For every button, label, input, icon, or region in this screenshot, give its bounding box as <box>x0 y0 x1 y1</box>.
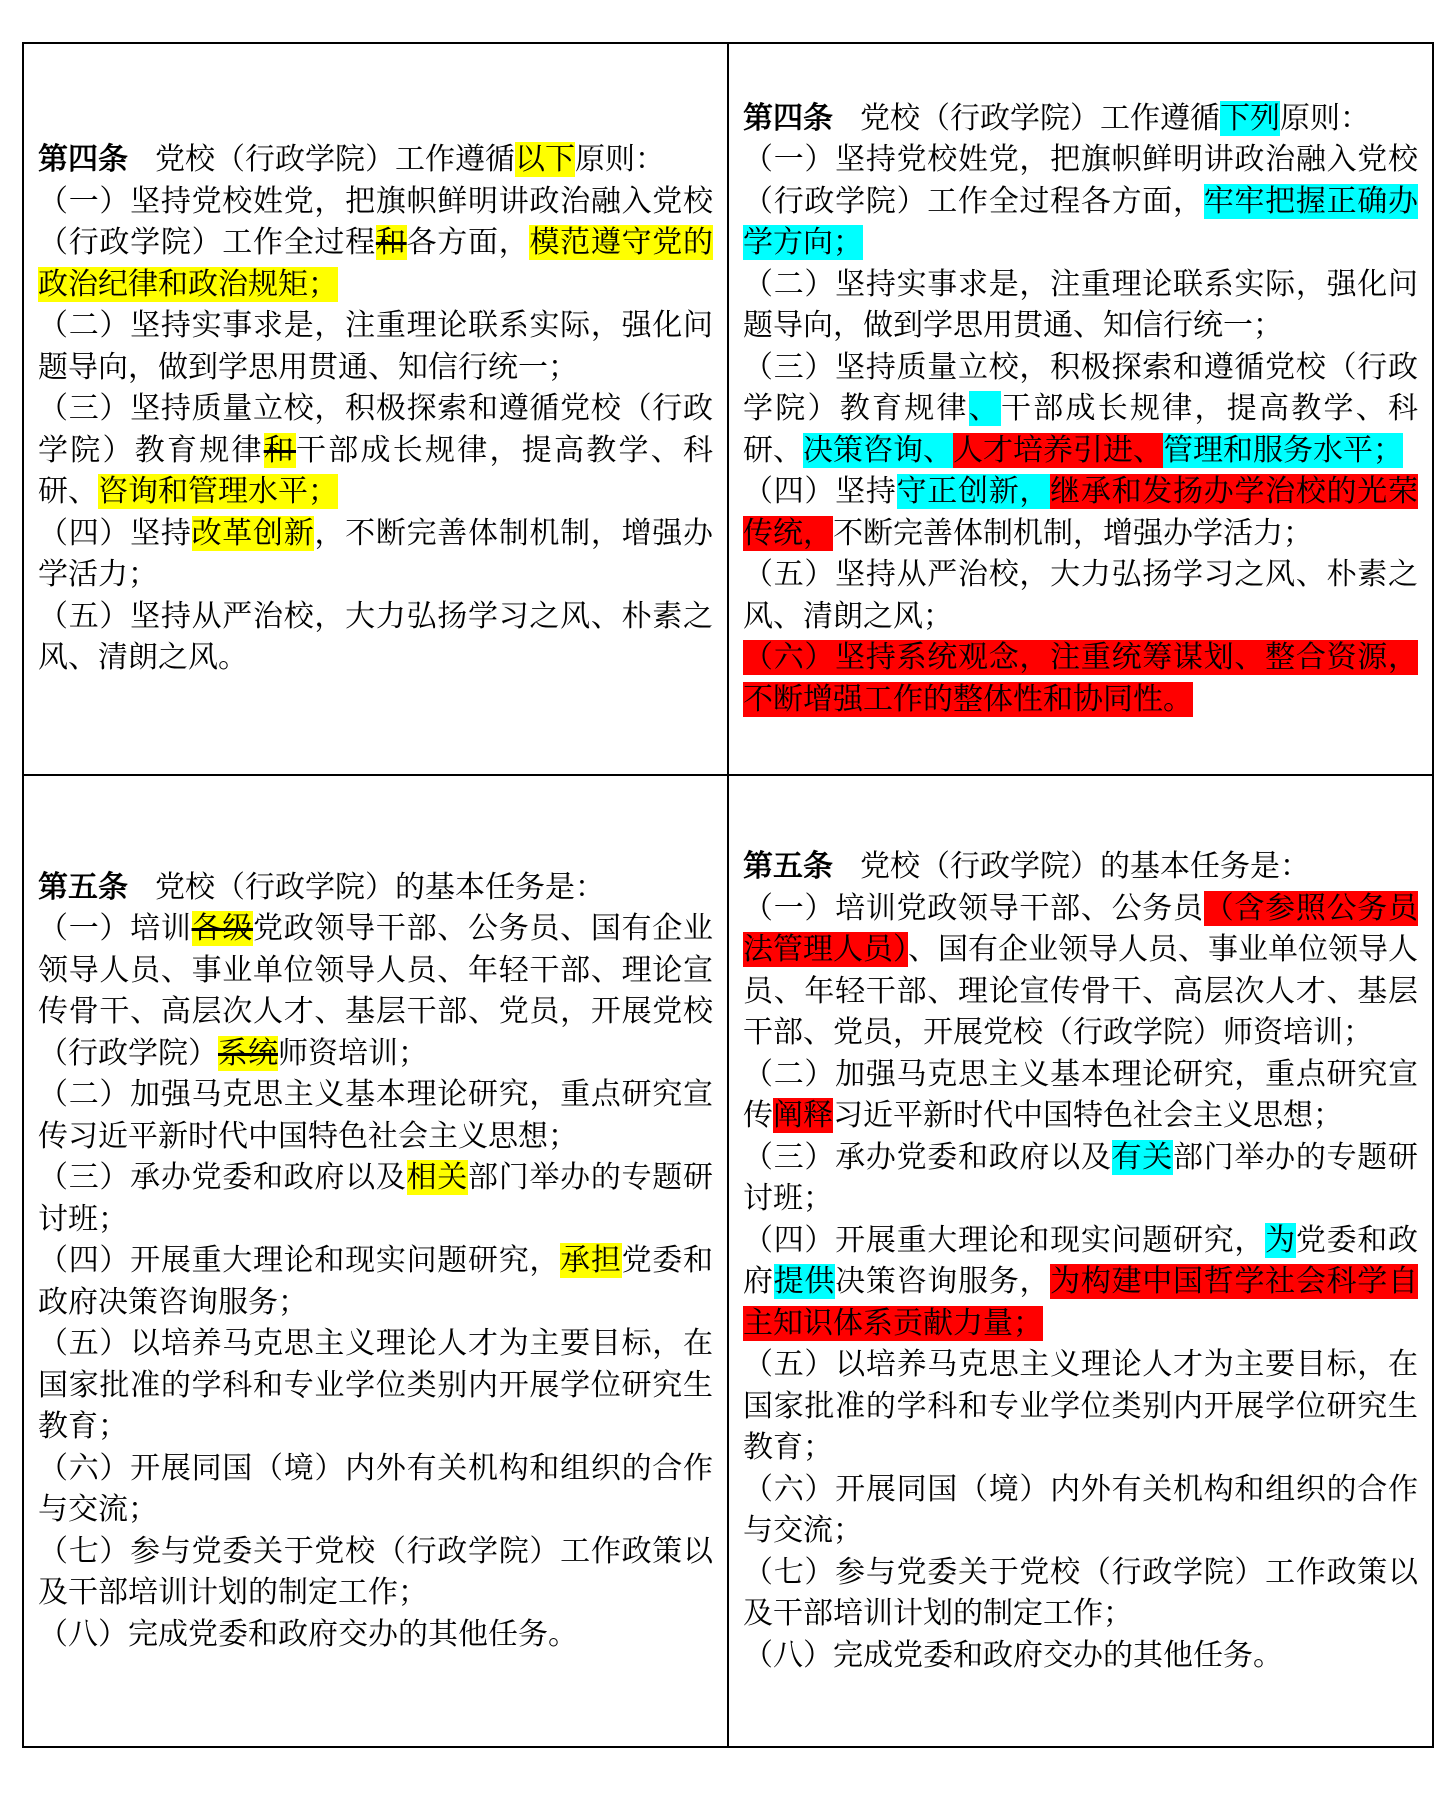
old-article-4 <box>38 139 713 679</box>
text: 党校（行政学院）的基本任务是： <box>155 869 605 905</box>
text: 习近平新时代中国特色社会主义思想； <box>833 1098 1343 1133</box>
clause-3 <box>743 347 1418 472</box>
red-highlight: 阐释 <box>773 1098 833 1133</box>
text: （一）坚持党校姓党，把旗帜鲜明讲政治融入党校（行政学院）工作全过程 <box>38 183 713 261</box>
clause-6 <box>743 637 1418 720</box>
text: 师资培训； <box>278 1035 428 1071</box>
text: 党政领导干部、公务员、国有企业领导人员、事业单位领导人员、年轻干部、理论宣传骨干、高层次人才、基层干部、党员，开展党校（行政学院） <box>38 911 714 1071</box>
text: 部门举办的专题研讨班； <box>743 1139 1419 1216</box>
article-number: 第四条 <box>743 100 833 136</box>
clause-3 <box>38 388 713 513</box>
text: （三）承办党委和政府以及 <box>38 1160 407 1196</box>
task-2: （二）加强马克思主义基本理论研究，重点研究宣传习近平新时代中国特色社会主义思想； <box>38 1077 713 1154</box>
deleted-text: 和 <box>375 225 407 261</box>
article-heading <box>743 98 1418 140</box>
task-8: （八）完成党委和政府交办的其他任务。 <box>38 1616 578 1652</box>
cyan-highlight: 、 <box>968 391 1001 427</box>
task-1 <box>743 888 1418 1054</box>
new-article-5 <box>743 846 1418 1676</box>
red-highlight: 继承和发扬办学治校的光荣传统， <box>743 474 1419 551</box>
red-highlight: 人才培养引进、 <box>953 432 1163 468</box>
task-2 <box>743 1054 1418 1137</box>
text: ，不断完善体制机制，增强办学活力； <box>38 515 714 593</box>
text: （三）坚持质量立校，积极探索和遵循党校（行政学院）教育规律 <box>743 349 1418 427</box>
old-article-5 <box>38 867 713 1656</box>
task-1 <box>38 908 713 1074</box>
old-article-4-cell <box>23 43 728 775</box>
cyan-highlight: 提供 <box>773 1264 836 1299</box>
cyan-highlight: 下列 <box>1220 100 1280 136</box>
yellow-highlight: 改革创新 <box>191 515 315 551</box>
yellow-highlight: 咨询和管理水平； <box>98 474 338 510</box>
clause-2: （二）坚持实事求是，注重理论联系实际，强化问题导向，做到学思用贯通、知信行统一； <box>38 308 713 385</box>
task-7: （七）参与党委关于党校（行政学院）工作政策以及干部培训计划的制定工作； <box>743 1554 1418 1631</box>
article-number: 第五条 <box>743 849 833 884</box>
deleted-text: 系统 <box>218 1035 278 1071</box>
cyan-highlight: 有关 <box>1111 1139 1174 1175</box>
old-article-5-cell <box>23 775 728 1747</box>
task-3 <box>38 1157 713 1240</box>
text: （四）开展重大理论和现实问题研究， <box>38 1243 561 1279</box>
text: （四）坚持 <box>38 515 192 551</box>
article-number: 第四条 <box>38 142 128 178</box>
text: 原则： <box>1280 100 1370 136</box>
cyan-highlight: 为 <box>1265 1222 1296 1258</box>
article-heading <box>38 867 713 909</box>
cyan-highlight: 管理和服务水平； <box>1163 432 1403 468</box>
clause-2: （二）坚持实事求是，注重理论联系实际，强化问题导向，做到学思用贯通、知信行统一； <box>743 266 1418 344</box>
yellow-highlight: 相关 <box>406 1160 469 1196</box>
text: 党校（行政学院）工作遵循 <box>860 100 1220 136</box>
text: （一）培训党政领导干部、公务员 <box>743 890 1204 926</box>
text: （三）坚持质量立校，积极探索和遵循党校（行政学院）教育规律 <box>38 391 713 468</box>
text: 党委和政府决策咨询服务； <box>38 1243 714 1320</box>
text: 决策咨询服务， <box>835 1264 1051 1299</box>
yellow-highlight: 以下 <box>515 142 575 178</box>
text: （三）承办党委和政府以及 <box>743 1139 1112 1175</box>
cyan-highlight: 牢牢把握正确办学方向； <box>743 183 1419 261</box>
text: （四）坚持 <box>743 474 897 510</box>
new-article-5-cell <box>728 775 1433 1747</box>
article-heading <box>743 846 1418 888</box>
deleted-text: 和 <box>263 432 296 468</box>
text: （一）培训 <box>38 911 192 947</box>
task-7: （七）参与党委关于党校（行政学院）工作政策以及干部培训计划的制定工作； <box>38 1533 713 1611</box>
text: （四）开展重大理论和现实问题研究， <box>743 1222 1266 1258</box>
clause-1 <box>743 139 1418 264</box>
text: 干部成长规律，提高教学、科研、 <box>38 432 713 510</box>
task-4 <box>743 1220 1418 1345</box>
red-highlight: （六）坚持系统观念，注重统筹谋划、整合资源，不断增强工作的整体性和协同性。 <box>743 640 1418 717</box>
clause-1 <box>38 181 713 306</box>
text: 各方面， <box>406 225 530 261</box>
comparison-table <box>22 42 1434 1748</box>
red-highlight: （含参照公务员法管理人员） <box>743 890 1419 967</box>
cyan-highlight: 守正创新， <box>896 474 1051 510</box>
article-heading <box>38 139 713 181</box>
task-3 <box>743 1137 1418 1220</box>
task-8: （八）完成党委和政府交办的其他任务。 <box>743 1637 1283 1673</box>
text: 不断完善体制机制，增强办学活力； <box>833 515 1313 551</box>
text: 、国有企业领导人员、事业单位领导人员、年轻干部、理论宣传骨干、高层次人才、基层干部、党员，开展党校（行政学院）师资培训； <box>743 932 1418 1050</box>
article-number: 第五条 <box>38 869 128 905</box>
cyan-highlight: 决策咨询、 <box>803 432 953 468</box>
text: （二）加强马克思主义基本理论研究，重点研究宣传 <box>743 1056 1418 1133</box>
deleted-text: 各级 <box>191 911 254 947</box>
new-article-4-cell <box>728 43 1433 775</box>
yellow-highlight: 承担 <box>560 1243 622 1279</box>
clause-4 <box>38 513 713 596</box>
text: 原则： <box>575 142 665 178</box>
clause-5: （五）坚持从严治校，大力弘扬学习之风、朴素之风、清朗之风； <box>743 557 1418 634</box>
clause-5: （五）坚持从严治校，大力弘扬学习之风、朴素之风、清朗之风。 <box>38 598 713 676</box>
text: 党委和政府 <box>743 1222 1419 1299</box>
text: 部门举办的专题研讨班； <box>38 1160 714 1237</box>
task-5: （五）以培养马克思主义理论人才为主要目标，在国家批准的学科和专业学位类别内开展学位研究生教育； <box>743 1347 1418 1465</box>
red-highlight: 为构建中国哲学社会科学自主知识体系贡献力量； <box>743 1264 1419 1341</box>
task-6: （六）开展同国（境）内外有关机构和组织的合作与交流； <box>38 1450 713 1528</box>
task-5: （五）以培养马克思主义理论人才为主要目标，在国家批准的学科和专业学位类别内开展学位研究生教育； <box>38 1326 713 1445</box>
text: 党校（行政学院）的基本任务是： <box>860 849 1310 884</box>
task-6: （六）开展同国（境）内外有关机构和组织的合作与交流； <box>743 1471 1418 1548</box>
clause-4 <box>743 471 1418 554</box>
table-row <box>23 43 1433 775</box>
new-article-4 <box>743 98 1418 721</box>
yellow-highlight: 模范遵守党的政治纪律和政治规矩； <box>38 225 714 302</box>
text: 干部成长规律，提高教学、科研、 <box>743 391 1418 468</box>
text: （一）坚持党校姓党，把旗帜鲜明讲政治融入党校（行政学院）工作全过程各方面， <box>743 142 1418 219</box>
task-4 <box>38 1240 713 1323</box>
text: 党校（行政学院）工作遵循 <box>155 142 515 178</box>
table-row <box>23 775 1433 1747</box>
